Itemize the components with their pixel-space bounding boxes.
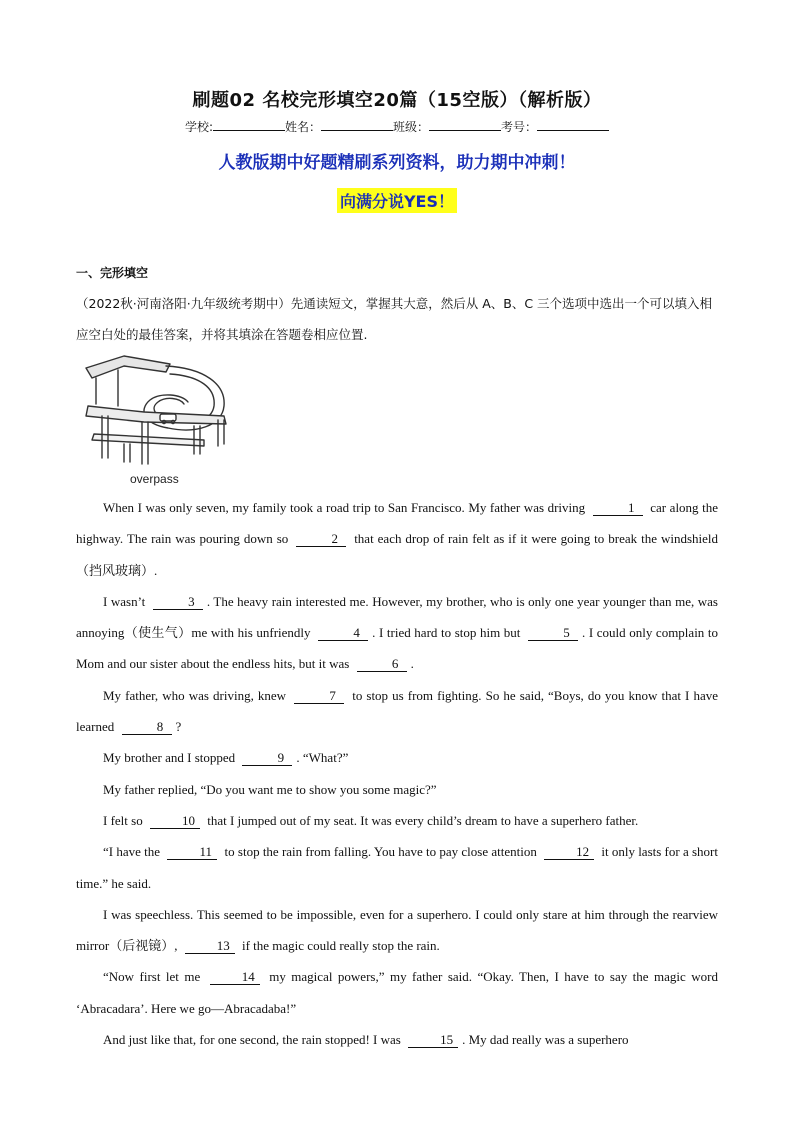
answer-blank-14[interactable]: 14 [210,969,260,985]
cloze-passage [76,492,718,1055]
student-info-line [0,118,794,135]
exam-number-label: 考号： [501,120,538,134]
answer-blank-13[interactable]: 13 [185,938,235,954]
series-slogan: 人教版期中好题精刷系列资料，助力期中冲刺！ [218,153,576,173]
answer-blank-12[interactable]: 12 [544,844,594,860]
school-label: 学校: [184,120,213,134]
passage-paragraph: I wasn’t 3 . The heavy rain interested me. However, my brother, who is only one year younger than me, was annoying（使生气）me with his unfriendly 4 . I tried hard to stop him but 5 . I could only complain to Mom and our sister about the endless hits, but it was 6 . [76,593,719,672]
passage-paragraph: “Now first let me 14 my magical powers,” my father said. “Okay. Then, I have to say the magic word ‘Abracadara’. Here we go—Abracadaba!” [76,969,718,1016]
school-blank[interactable] [213,118,285,131]
passage-paragraph: I felt so 10 that I jumped out of my seat. It was every child’s dream to have a superhero father. [103,812,639,828]
answer-blank-8[interactable]: 8 [122,719,172,735]
motto-highlight: 向满分说YES！ [337,188,457,213]
figure-caption: overpass [130,472,179,486]
answer-blank-4[interactable]: 4 [318,625,368,641]
class-label: 班级： [393,120,430,134]
answer-blank-1[interactable]: 1 [593,500,643,516]
passage-paragraph: My father replied, “Do you want me to show you some magic?” [103,781,437,797]
class-blank[interactable] [429,118,501,131]
overpass-illustration [84,354,234,484]
answer-blank-10[interactable]: 10 [150,813,200,829]
passage-paragraph: “I have the 11 to stop the rain from falling. You have to pay close attention 12 it only lasts for a short time.” he said. [76,844,718,891]
answer-blank-3[interactable]: 3 [153,594,203,610]
section-heading: 一、完形填空 [76,266,149,280]
answer-blank-11[interactable]: 11 [167,844,217,860]
passage-paragraph: My father, who was driving, knew 7 to stop us from fighting. So he said, “Boys, do you know that I have learned 8 ? [76,687,718,735]
answer-blank-6[interactable]: 6 [357,656,407,672]
answer-blank-15[interactable]: 15 [408,1032,458,1048]
name-label: 姓名： [285,120,322,134]
document-title: 刷题02 名校完形填空20篇（15空版）（解析版） [192,90,602,111]
section-instructions: （2022秋·河南洛阳·九年级统考期中）先通读短文，掌握其大意，然后从 A、B、C 三个选项中选出一个可以填入相应空白处的最佳答案，并将其填涂在答题卷相应位置. [76,296,713,342]
overpass-icon [84,354,234,472]
passage-paragraph: My brother and I stopped 9 . “What?” [103,750,349,766]
answer-blank-9[interactable]: 9 [242,750,292,766]
motto-wrap [0,188,794,213]
exam-number-blank[interactable] [537,118,609,131]
passage-paragraph: I was speechless. This seemed to be impossible, even for a superhero. I could only stare at him through the rearview mirror（后视镜）, 13 if the magic could really stop the rain. [76,906,718,954]
passage-paragraph: When I was only seven, my family took a road trip to San Francisco. My father was driving 1 car along the highway. The rain was pouring down so 2 that each drop of rain felt as if it were going to break the windshield（挡风玻璃）. [76,500,718,578]
answer-blank-7[interactable]: 7 [294,688,344,704]
name-blank[interactable] [321,118,393,131]
passage-paragraph: And just like that, for one second, the rain stopped! I was 15 . My dad really was a superhero [103,1032,629,1048]
answer-blank-2[interactable]: 2 [296,531,346,547]
answer-blank-5[interactable]: 5 [528,625,578,641]
